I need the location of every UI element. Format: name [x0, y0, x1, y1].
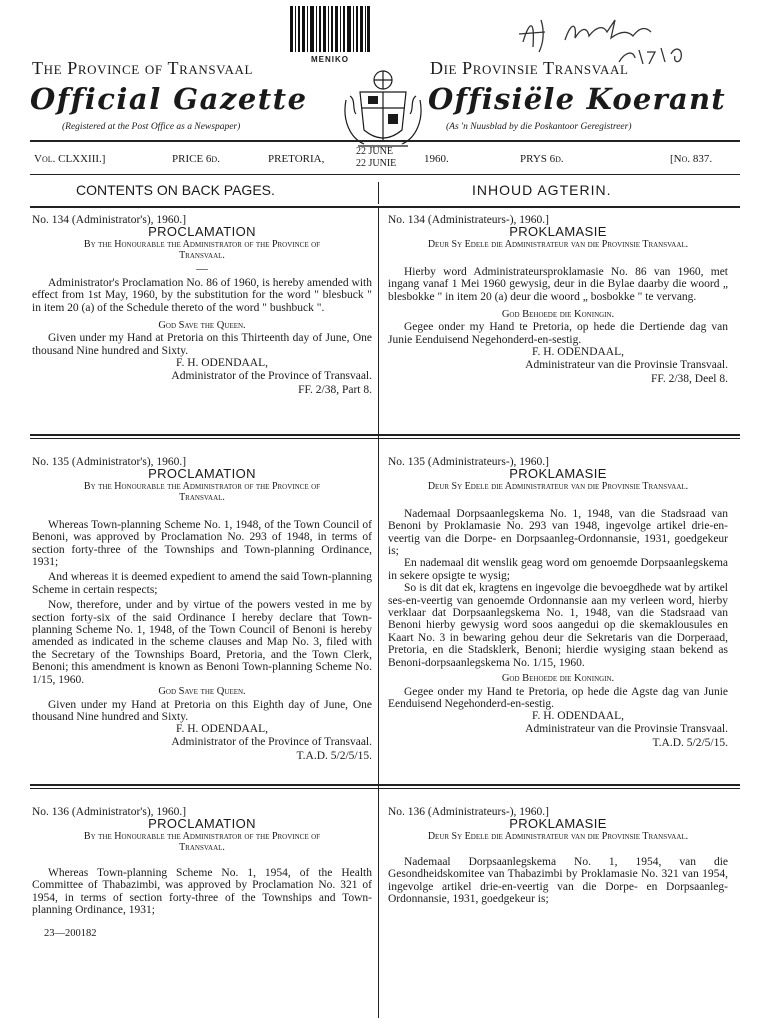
signer-role: Administrateur van die Provinsie Transvaal. [525, 358, 728, 371]
masthead-rule [30, 140, 740, 142]
section-title: PROKLAMASIE [509, 466, 607, 482]
year: 1960. [424, 153, 449, 165]
barcode-label: MENIKO [311, 55, 349, 64]
info-bar-rule [30, 174, 740, 175]
section-subtitle: By the Honourable the Administrator of the Province of Transvaal. [83, 238, 321, 261]
section-paragraph: Whereas Town-planning Scheme No. 1, 1954, of the Health Committee of Thabazimbi, was approved by Proclamation No. 321 of 1954, in terms of section forty-three of the Townships and Town-planning Ordinance, 1931; [32, 866, 372, 917]
section-135-en [32, 456, 372, 763]
section-paragraph: En nademaal dit wenslik geag word om genoemde Dorpsaanlegskema in sekere opsigte te wysig; [388, 557, 728, 582]
barcode-bars [290, 6, 370, 52]
info-bar [30, 146, 740, 172]
section-subtitle: By the Honourable the Administrator of the Province of Transvaal. [83, 830, 321, 853]
section-subtitle: Deur Sy Edele die Administrateur van die Provinsie Transvaal. [427, 830, 689, 842]
contents-divider [378, 182, 379, 204]
section-number: No. 136 (Administrator's), 1960.] [32, 806, 187, 818]
contents-left: CONTENTS ON BACK PAGES. [76, 182, 275, 198]
section-title: PROCLAMATION [148, 224, 256, 240]
signer: F. H. ODENDAAL, [531, 346, 625, 359]
given-clause: Gegee onder my Hand te Pretoria, op hede die Dertiende dag van Junie Eenduisend Negehonderd-en-sestig. [388, 321, 728, 346]
date-af: 22 JUNIE [356, 158, 397, 169]
barcode [290, 6, 370, 64]
masthead-left-title: Official Gazette [30, 82, 308, 116]
section-number: No. 135 (Administrateurs-), 1960.] [388, 456, 549, 468]
column-divider [378, 208, 379, 1018]
section-paragraph: So is dit dat ek, kragtens en ingevolge die bevoegdhede wat by artikel ses-en-veertig van genoemde Ordonnansie aan my verleen word, hierby verklaar dat Dorpsaanlegskema No. 1, 1948, van die Stadsraad van Benoni hierby gewysig word soos aangedui op die skemaklousules en Kaart No. 3 in bewaring gehou deur die Sekretaris van die Dorperaad, Pretoria, en die Stadsklerk, Benoni; hierdie wysiging staan bekend as Benoni-dorpsaanlegskema No. 1/15, 1960. [388, 582, 728, 669]
section-rule [30, 434, 740, 436]
given-clause: Given under my Hand at Pretoria on this Eighth day of June, One thousand Nine hundred and Sixty. [32, 698, 372, 723]
footer-code: 23—200182 [44, 928, 97, 939]
section-paragraph: And whereas it is deemed expedient to amend the said Town-planning Scheme in certain respects; [32, 571, 372, 596]
section-paragraph: Now, therefore, under and by virtue of the powers vested in me by section forty-six of the said Ordinance I hereby declare that Town-planning Scheme No. 1, 1948, of the Town Council of Benoni is hereby amended as indicated in the scheme clauses and Map No. 3, filed with the Secretary of the Townships Board, Pretoria, and the Town Clerk, Benoni; this amendment is known as Benoni Town-planning Scheme No. 1/15, 1960. [32, 599, 372, 686]
section-134-af [388, 214, 728, 385]
section-title: PROKLAMASIE [509, 816, 607, 832]
god-save: God Save the Queen. [158, 686, 246, 698]
masthead-right-province: Die Provinsie Transvaal [430, 58, 629, 78]
section-paragraph: Whereas Town-planning Scheme No. 1, 1948, of the Town Council of Benoni, was approved by Proclamation No. 293 of 1948, in terms of section forty-three of the Townships and Town-planning Ordinance, 1931; [32, 518, 372, 569]
volume: Vol. CLXXIII.] [34, 153, 106, 165]
signer: F. H. ODENDAAL, [175, 723, 269, 736]
reference: FF. 2/38, Part 8. [298, 384, 372, 397]
section-title: PROCLAMATION [148, 816, 256, 832]
city: PRETORIA, [268, 153, 325, 165]
masthead-left-province: The Province of Transvaal [32, 58, 254, 78]
section-subtitle: Deur Sy Edele die Administrateur van die Provinsie Transvaal. [427, 238, 689, 250]
given-clause: Gegee onder my Hand te Pretoria, op hede die Agste dag van Junie Eenduisend Negehonderd-en-sestig. [388, 685, 728, 710]
god-save: God Behoede die Koningin. [501, 673, 615, 685]
masthead-right-registered: (As 'n Nuusblad by die Poskantoor Geregistreer) [446, 122, 632, 132]
reference: FF. 2/38, Deel 8. [650, 373, 728, 386]
contents-right: INHOUD AGTERIN. [472, 182, 612, 198]
section-paragraph: Administrator's Proclamation No. 86 of 1960, is hereby amended with effect from 1st May, 1960, by the substitution for the word " blesbuck " in item 20 (a) of the Schedule thereto of the word " bushbuck ". [32, 276, 372, 314]
section-134-en [32, 214, 372, 396]
section-rule-thin [30, 438, 740, 439]
given-clause: Given under my Hand at Pretoria on this Thirteenth day of June, One thousand Nine hundred and Sixty. [32, 332, 372, 357]
masthead-left-registered: (Registered at the Post Office as a Newspaper) [62, 122, 241, 132]
section-title: PROCLAMATION [148, 466, 256, 482]
date-en: 22 JUNE [356, 146, 393, 157]
god-save: God Behoede die Koningin. [501, 309, 615, 321]
coat-of-arms-crest [338, 60, 428, 152]
short-rule: — [196, 262, 208, 275]
section-136-en [32, 806, 372, 916]
signer-role: Administrateur van die Provinsie Transvaal. [525, 722, 728, 735]
signer: F. H. ODENDAAL, [531, 710, 625, 723]
section-number: No. 134 (Administrateurs-), 1960.] [388, 214, 549, 226]
contents-rule [30, 206, 740, 208]
section-rule [30, 784, 740, 786]
short-rule [388, 250, 728, 266]
section-paragraph: Nademaal Dorpsaanlegskema No. 1, 1948, van die Stadsraad van Benoni by Proklamasie No. 293 van 1948, ingevolge artikel drie-en-veertig van die Dorpe- en Dorpsaanleg-Ordonnansie, 1931, goedgekeur is; [388, 507, 728, 558]
signer-role: Administrator of the Province of Transvaal. [171, 735, 372, 748]
price: PRICE 6d. [172, 153, 220, 165]
god-save: God Save the Queen. [158, 320, 246, 332]
issue-number: [No. 837. [670, 153, 713, 165]
masthead-right-title: Offisiële Koerant [428, 82, 726, 116]
section-136-af [388, 806, 728, 905]
section-subtitle: Deur Sy Edele die Administrateur van die Provinsie Transvaal. [427, 480, 689, 492]
section-number: No. 135 (Administrator's), 1960.] [32, 456, 187, 468]
signer: F. H. ODENDAAL, [175, 357, 269, 370]
section-title: PROKLAMASIE [509, 224, 607, 240]
reference: T.A.D. 5/2/5/15. [652, 737, 728, 750]
section-number: No. 136 (Administrateurs-), 1960.] [388, 806, 549, 818]
section-number: No. 134 (Administrator's), 1960.] [32, 214, 187, 226]
signer-role: Administrator of the Province of Transvaal. [171, 369, 372, 382]
section-paragraph: Nademaal Dorpsaanlegskema No. 1, 1954, van die Gesondheidskomitee van Thabazimbi by Proklamasie No. 321 van 1954, ingevolge artikel drie-en-veertig van die Dorpe- en Dorpsaanleg-Ordonnansie, 1931, goedgekeur is; [388, 855, 728, 906]
section-rule-thin [30, 788, 740, 789]
price-af: PRYS 6d. [520, 153, 564, 165]
reference: T.A.D. 5/2/5/15. [296, 750, 372, 763]
section-subtitle: By the Honourable the Administrator of the Province of Transvaal. [83, 480, 321, 503]
section-135-af [388, 456, 728, 750]
section-paragraph: Hierby word Administrateursproklamasie No. 86 van 1960, met ingang vanaf 1 Mei 1960 gewysig, deur in die Bylae daarby die woord „ blesbokke " in item 20 (a) deur die woord „ bosbokke " te vervang. [388, 265, 728, 303]
